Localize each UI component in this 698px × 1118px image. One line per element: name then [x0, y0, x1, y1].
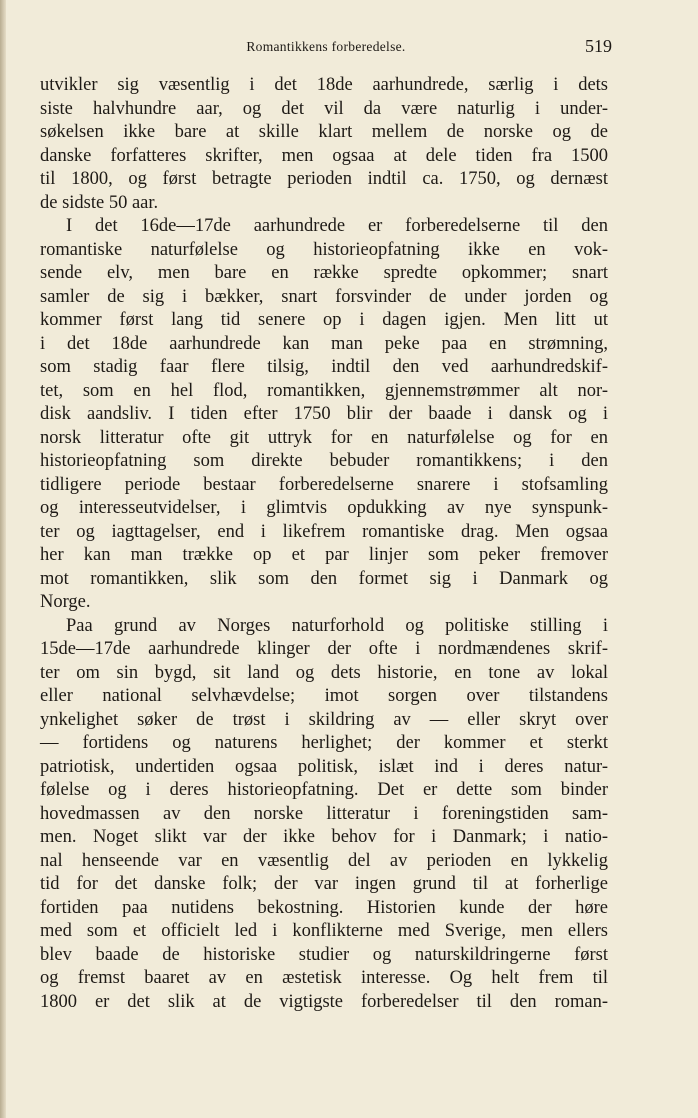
- text-line: tidligere periode bestaar forberedelserne snarere i stofsamling: [40, 474, 608, 495]
- page-header: [40, 36, 612, 60]
- text-line: romantiske naturfølelse og historieopfatning ikke en vok-: [40, 239, 608, 260]
- text-line: 15de—17de aarhundrede klinger der ofte i nordmændenes skrif-: [40, 639, 608, 659]
- text-line: men. Noget slikt var der ikke behov for i Danmark; i natio-: [40, 827, 608, 847]
- page-number: 519: [585, 36, 612, 56]
- page-spine-shadow: [0, 0, 6, 1118]
- text-line: til 1800, og først betragte perioden indtil ca. 1750, og dernæst: [40, 169, 608, 189]
- text-line: eller national selvhævdelse; imot sorgen over tilstandens: [40, 686, 608, 706]
- text-line: danske forfatteres skrifter, men ogsaa at dele tiden fra 1500: [40, 145, 608, 166]
- text-line: fortiden paa nutidens bekostning. Historien kunde der høre: [40, 897, 608, 918]
- text-line: historieopfatning som direkte bebuder romantikkens; i den: [40, 451, 608, 471]
- text-line: ynkelighet søker de trøst i skildring av — eller skryt over: [40, 709, 608, 730]
- text-line: og fremst baaret av en æstetisk interesse. Og helt frem til: [40, 968, 608, 988]
- text-line: hovedmassen av den norske litteratur i foreningstiden sam-: [40, 803, 608, 824]
- text-line: ter og iagttagelser, end i likefrem romantiske drag. Men ogsaa: [40, 521, 608, 542]
- text-line: utvikler sig væsentlig i det 18de aarhundrede, særlig i dets: [40, 75, 608, 95]
- text-line: søkelsen ikke bare at skille klart mellem de norske og de: [40, 122, 608, 142]
- text-line: og interesseutvidelser, i glimtvis opdukking av nye synspunk-: [40, 498, 608, 518]
- text-line: 1800 er det slik at de vigtigste forberedelser til den roman-: [40, 991, 608, 1012]
- text-line: blev baade de historiske studier og naturskildringerne først: [40, 944, 608, 965]
- text-line: nal henseende var en væsentlig del av perioden en lykkelig: [40, 850, 608, 871]
- text-line: med som et officielt led i konflikterne med Sverige, men ellers: [40, 921, 608, 941]
- text-line: som stadig faar flere tilsig, indtil den ved aarhundredskif-: [40, 357, 608, 377]
- text-line: norsk litteratur ofte git uttryk for en naturfølelse og for en: [40, 427, 608, 448]
- text-line: i det 18de aarhundrede kan man peke paa en strømning,: [40, 333, 608, 354]
- text-line: tet, som en hel flod, romantikken, gjennemstrømmer alt nor-: [40, 380, 608, 401]
- text-line: I det 16de—17de aarhundrede er forberedelserne til den: [66, 216, 608, 236]
- text-line: Paa grund av Norges naturforhold og politiske stilling i: [66, 615, 608, 636]
- body-text: [40, 74, 608, 1014]
- text-line: mot romantikken, slik som den formet sig i Danmark og: [40, 568, 608, 589]
- text-line: ter om sin bygd, sit land og dets historie, en tone av lokal: [40, 662, 608, 683]
- running-head: Romantikkens forberedelse.: [246, 39, 406, 54]
- text-line: tid for det danske folk; der var ingen grund til at forherlige: [40, 874, 608, 894]
- text-line: følelse og i deres historieopfatning. Det er dette som binder: [40, 780, 608, 800]
- text-line: her kan man trække op et par linjer som peker fremover: [40, 545, 608, 565]
- text-line: Norge.: [40, 592, 91, 612]
- text-line: samler de sig i bækker, snart forsvinder de under jorden og: [40, 286, 608, 307]
- text-line: patriotisk, undertiden ogsaa politisk, islæt ind i deres natur-: [40, 756, 608, 777]
- text-line: siste halvhundre aar, og det vil da være naturlig i under-: [40, 98, 608, 119]
- text-line: kommer først lang tid senere op i dagen igjen. Men litt ut: [40, 310, 608, 330]
- text-line: de sidste 50 aar.: [40, 192, 159, 213]
- text-line: — fortidens og naturens herlighet; der kommer et sterkt: [40, 733, 608, 753]
- text-line: disk aandsliv. I tiden efter 1750 blir der baade i dansk og i: [40, 404, 608, 424]
- text-line: sende elv, men bare en række spredte opkommer; snart: [40, 263, 608, 283]
